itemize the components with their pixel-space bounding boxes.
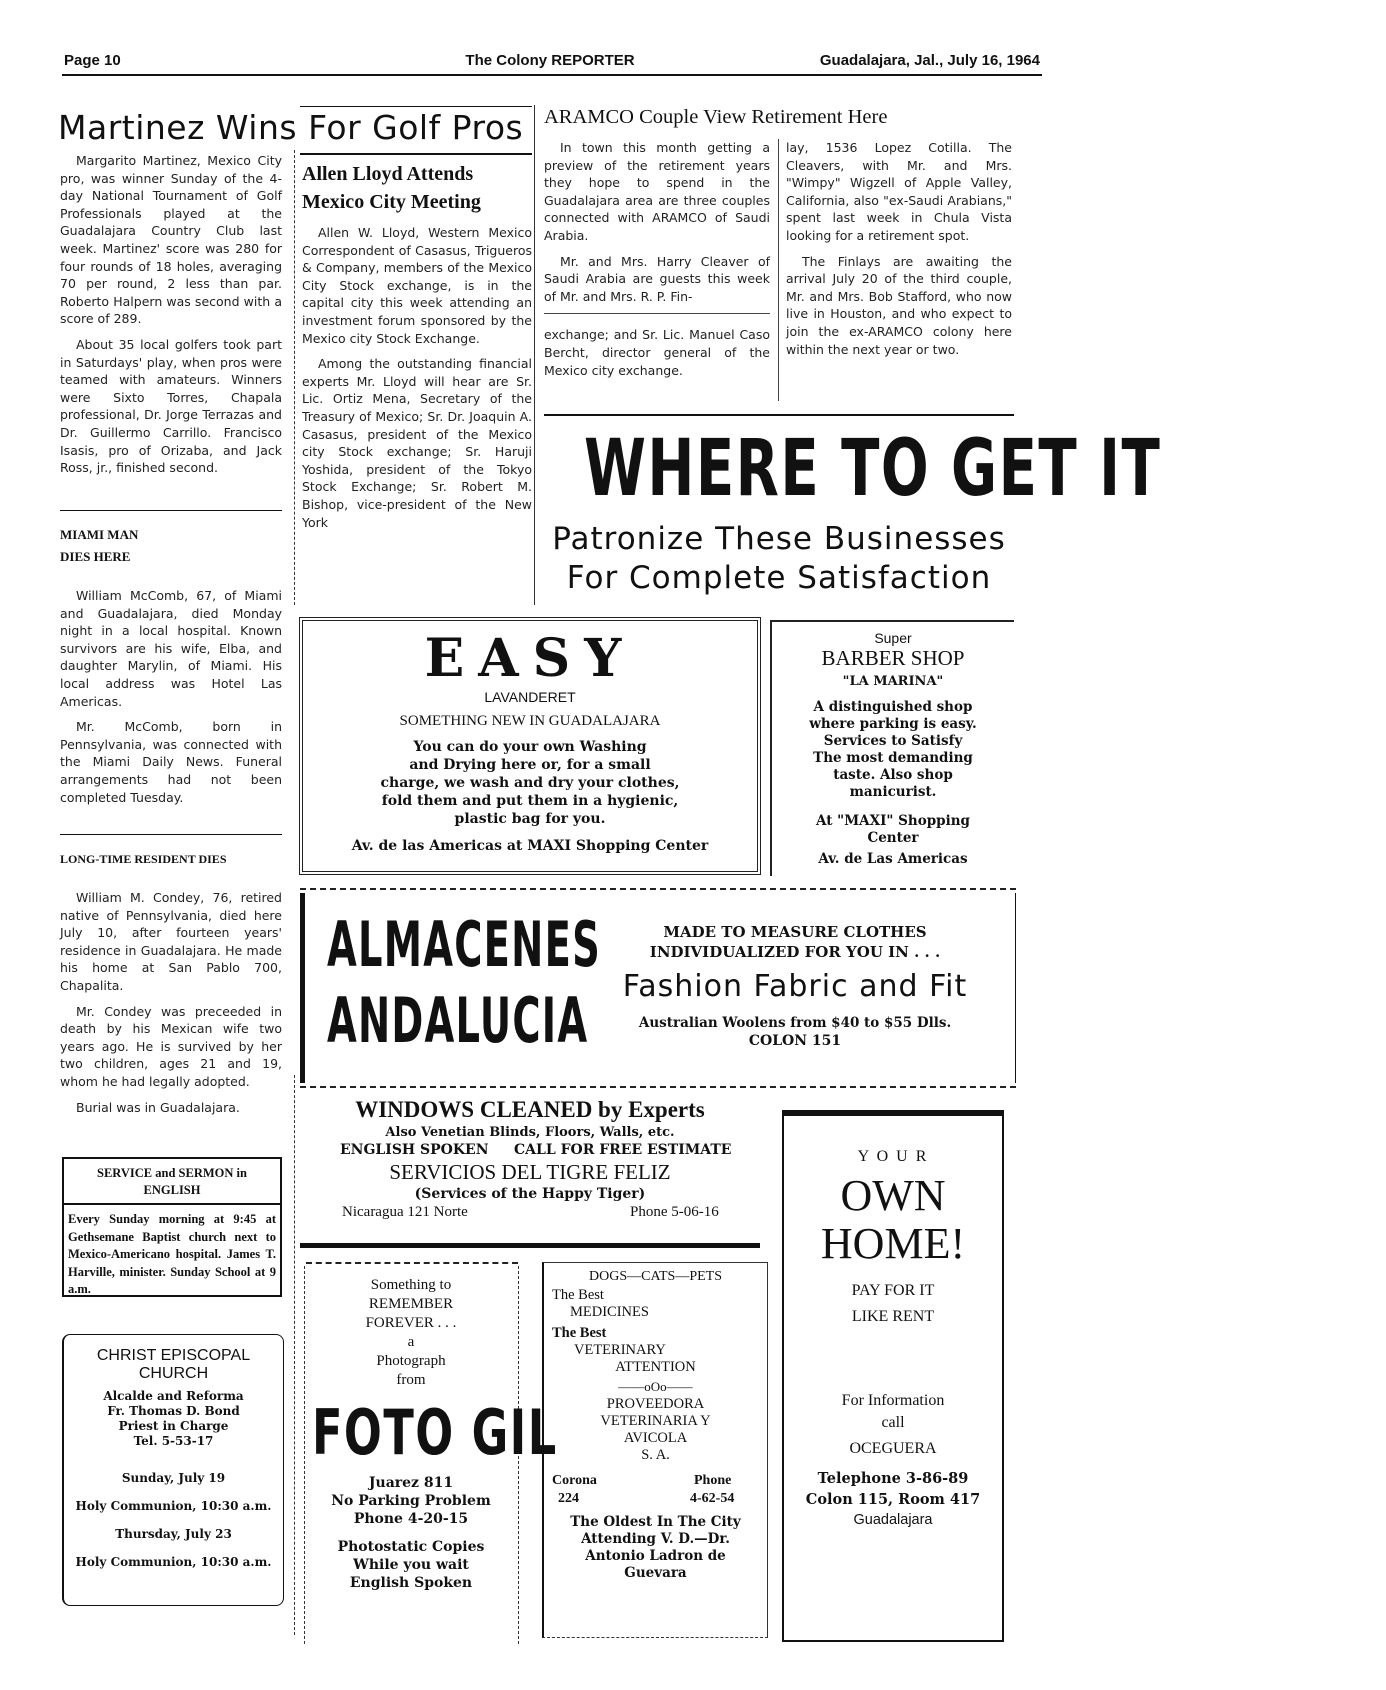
vet-line: ——oOo—— bbox=[618, 1379, 693, 1394]
vet-line: VETERINARY bbox=[574, 1342, 666, 1358]
foto-line: Photograph bbox=[376, 1353, 446, 1369]
windows-phone: Phone 5-06-16 bbox=[630, 1204, 719, 1220]
column-rule bbox=[294, 1075, 295, 1635]
home-line: LIKE RENT bbox=[851, 1308, 935, 1325]
condey-kicker: LONG-TIME RESIDENT DIES bbox=[60, 852, 227, 866]
golf-paragraph: About 35 local golfers took part in Saturdays' play, when pros were teamed with amateurs. Winners were Sixto Torres, Chapala professional, Dr. Jorge Terrazas and Dr. Guillermo Carrillo. Francisco Isasis, pro of Orizaba, and Jack Ross, jr., finished second. bbox=[60, 336, 282, 476]
vet-phone: 4-62-54 bbox=[690, 1491, 735, 1506]
vet-address: 224 bbox=[558, 1491, 579, 1506]
dateline: Guadalajara, Jal., July 16, 1964 bbox=[819, 52, 1040, 69]
easy-tagline: SOMETHING NEW IN GUADALAJARA bbox=[399, 713, 661, 729]
column-rule bbox=[534, 105, 535, 605]
barber-name: BARBER SHOP bbox=[821, 646, 965, 670]
divider bbox=[300, 888, 1016, 890]
directory-title-wrap bbox=[544, 424, 1162, 514]
windows-ad bbox=[300, 1096, 760, 1248]
church-phone: Tel. 5-53-17 bbox=[133, 1434, 214, 1448]
foto-line: Something to bbox=[370, 1277, 452, 1293]
directory-title: WHERE TO GET IT bbox=[584, 424, 1162, 514]
aramco-paragraph: exchange; and Sr. Lic. Manuel Caso Bercht, director general of the Mexico city exchange. bbox=[544, 327, 770, 378]
directory-subtitle: Patronize These Businesses bbox=[552, 521, 1006, 557]
home-name: OCEGUERA bbox=[849, 1440, 937, 1457]
home-line: PAY FOR IT bbox=[851, 1282, 935, 1299]
foto-line: No Parking Problem bbox=[331, 1493, 491, 1509]
divider bbox=[60, 834, 282, 835]
aramco-headline: ARAMCO Couple View Retirement Here bbox=[544, 106, 888, 128]
barber-line: Av. de Las Americas bbox=[818, 851, 968, 867]
almacenes-line: MADE TO MEASURE CLOTHES bbox=[663, 923, 927, 941]
home-line: call bbox=[881, 1414, 905, 1431]
vet-line: The Oldest In The City bbox=[570, 1514, 741, 1530]
golf-headline: Martinez Wins For Golf Pros bbox=[58, 108, 524, 147]
service-body: Every Sunday morning at 9:45 at Gethsemane Baptist church next to Mexico-Americano hospital. James T. Harville, minister. Sunday School at 9 a.m. bbox=[68, 1212, 276, 1296]
header-rule bbox=[62, 74, 1042, 76]
divider bbox=[60, 510, 282, 511]
almacenes-slogan: Fashion Fabric and Fit bbox=[622, 969, 968, 1004]
foto-address: Juarez 811 bbox=[368, 1475, 454, 1491]
aramco-paragraph: In town this month getting a preview of the retirement years they hope to spend in the Guadalajara area are three couples connected with ARAMCO of Saudi Arabia. bbox=[544, 140, 770, 243]
directory-subtitle: For Complete Satisfaction bbox=[566, 560, 992, 596]
home-address: Colon 115, Room 417 bbox=[805, 1491, 981, 1508]
easy-line: and Drying here or, for a small bbox=[409, 757, 651, 773]
vet-line: DOGS—CATS—PETS bbox=[588, 1269, 723, 1284]
divider bbox=[544, 313, 770, 314]
home-headline: HOME! bbox=[820, 1219, 966, 1268]
vet-line: The Best bbox=[552, 1287, 604, 1303]
aramco-paragraph: Mr. and Mrs. Harry Cleaver of Saudi Arabia are guests this week of Mr. and Mrs. R. P. Fin- bbox=[544, 253, 770, 304]
church-day: Thursday, July 23 bbox=[115, 1527, 232, 1541]
divider bbox=[306, 1262, 518, 1264]
church-priest: Fr. Thomas D. Bond bbox=[107, 1404, 240, 1418]
divider bbox=[300, 106, 532, 107]
golf-paragraph: Margarito Martinez, Mexico City pro, was winner Sunday of the 4-day National Tournament of Golf Professionals played at the Guadalajara Country Club last week. Martinez' score was 280 for four rounds of 18 holes, averaging 70 per round, 2 less than par. Roberto Halpern was second with a score of 289. bbox=[60, 153, 282, 327]
vet-phone-label: Phone bbox=[694, 1473, 732, 1488]
aramco-article-col1 bbox=[544, 139, 770, 387]
vet-contact bbox=[544, 1472, 767, 1508]
golf-article bbox=[60, 152, 282, 485]
condey-paragraph: Burial was in Guadalajara. bbox=[76, 1099, 240, 1115]
divider bbox=[300, 153, 532, 155]
aramco-article-col2 bbox=[786, 139, 1012, 366]
barber-line: manicurist. bbox=[849, 784, 937, 800]
paper-name: The Colony REPORTER bbox=[465, 52, 635, 69]
almacenes-name-wrap bbox=[327, 907, 601, 1067]
divider bbox=[300, 1086, 1016, 1088]
aramco-paragraph: lay, 1536 Lopez Cotilla. The Cleavers, with Mr. and Mrs. "Wimpy" Wigzell of Apple Valley, California, also "ex-Saudi Arabians," spent last week in Chula Vista looking for a retirement spot. bbox=[786, 140, 1012, 243]
miami-article bbox=[60, 527, 282, 814]
easy-name: LAVANDERET bbox=[484, 689, 576, 705]
barber-line: taste. Also shop bbox=[833, 767, 953, 783]
windows-address: Nicaragua 121 Norte bbox=[342, 1204, 468, 1220]
vet-name: PROVEEDORA bbox=[606, 1396, 705, 1412]
barber-line: Services to Satisfy bbox=[823, 733, 963, 749]
home-line: Y O U R bbox=[857, 1148, 929, 1165]
foto-line: REMEMBER bbox=[368, 1296, 454, 1312]
almacenes-name: ANDALUCIA bbox=[327, 984, 589, 1057]
barber-line: The most demanding bbox=[813, 750, 973, 766]
column-rule bbox=[294, 150, 295, 605]
vet-line: ATTENTION bbox=[615, 1359, 696, 1375]
windows-line: (Services of the Happy Tiger) bbox=[414, 1186, 646, 1202]
foto-name-wrap bbox=[306, 1396, 558, 1472]
condey-article bbox=[60, 852, 282, 1124]
home-city: Guadalajara bbox=[853, 1512, 933, 1528]
windows-line: Also Venetian Blinds, Floors, Walls, etc. bbox=[385, 1125, 675, 1140]
church-name: CHURCH bbox=[138, 1365, 209, 1382]
vet-address: Corona bbox=[552, 1473, 597, 1488]
windows-line: ENGLISH SPOKEN bbox=[340, 1142, 489, 1158]
aramco-paragraph: The Finlays are awaiting the arrival July 20 of the third couple, Mr. and Mrs. Bob Stafford, who now live in Houston, and who expect to join the ex-ARAMCO colony here within the next year or two. bbox=[786, 253, 1012, 357]
barber-line: At "MAXI" Shopping bbox=[816, 813, 970, 829]
home-line: For Information bbox=[841, 1392, 945, 1409]
windows-line: CALL FOR FREE ESTIMATE bbox=[514, 1142, 732, 1158]
christ-church-box bbox=[62, 1334, 284, 1606]
foto-line: Photostatic Copies bbox=[337, 1539, 485, 1555]
windows-headline: WINDOWS CLEANED by Experts bbox=[355, 1097, 705, 1122]
almacenes-ad bbox=[300, 893, 1016, 1083]
church-name: CHRIST EPISCOPAL bbox=[96, 1347, 251, 1364]
vet-ad bbox=[542, 1262, 768, 1638]
column-rule bbox=[304, 1266, 305, 1644]
vet-line: Attending V. D.—Dr. bbox=[581, 1531, 730, 1547]
barber-ad bbox=[770, 620, 1014, 876]
barber-line: where parking is easy. bbox=[809, 716, 977, 732]
windows-name: SERVICIOS DEL TIGRE FELIZ bbox=[389, 1160, 671, 1184]
foto-phone: Phone 4-20-15 bbox=[353, 1511, 469, 1527]
easy-line: You can do your own Washing bbox=[413, 739, 647, 755]
church-day: Sunday, July 19 bbox=[121, 1471, 226, 1485]
page-number: Page 10 bbox=[64, 52, 121, 69]
church-service: Holy Communion, 10:30 a.m. bbox=[75, 1555, 272, 1569]
condey-paragraph: Mr. Condey was preceeded in death by his Mexican wife two years ago. He is survived by her two children, ages 21 and 19, whom he had legally adopted. bbox=[60, 1003, 282, 1089]
column-rule bbox=[778, 139, 779, 401]
vet-line: Antonio Ladron de bbox=[585, 1548, 726, 1564]
easy-line: fold them and put them in a hygienic, bbox=[381, 793, 679, 809]
barber-line: "LA MARINA" bbox=[842, 674, 944, 689]
foto-line: English Spoken bbox=[349, 1575, 473, 1591]
condey-paragraph: William M. Condey, 76, retired native of Pennsylvania, died here July 10, after fourteen years' residence in Guadalajara. He made his home at San Pablo 700, Chapalita. bbox=[60, 890, 282, 993]
vet-name: S. A. bbox=[641, 1447, 670, 1463]
barber-line: Center bbox=[867, 830, 919, 846]
almacenes-line: INDIVIDUALIZED FOR YOU IN . . . bbox=[649, 943, 941, 961]
windows-row bbox=[300, 1141, 760, 1159]
miami-kicker: DIES HERE bbox=[60, 549, 131, 564]
service-title: SERVICE and SERMON in bbox=[97, 1166, 247, 1180]
foto-line: a bbox=[407, 1334, 415, 1350]
vet-name: AVICOLA bbox=[623, 1430, 688, 1446]
vet-line: Guevara bbox=[624, 1565, 687, 1581]
church-priest-title: Priest in Charge bbox=[118, 1419, 229, 1433]
vet-line: MEDICINES bbox=[570, 1304, 649, 1320]
windows-row bbox=[300, 1203, 760, 1221]
vet-line: The Best bbox=[552, 1325, 607, 1341]
miami-paragraph: William McComb, 67, of Miami and Guadalajara, died Monday night in a local hospital. Known survivors are his wife, Elba, and daughter Marylin, of Miami. His local address was Hotel Las Americas. bbox=[60, 588, 282, 709]
divider bbox=[64, 1203, 280, 1205]
divider bbox=[544, 414, 1014, 416]
vet-name: VETERINARIA Y bbox=[600, 1413, 711, 1429]
easy-address: Av. de las Americas at MAXI Shopping Center bbox=[351, 838, 709, 854]
lloyd-headline: Mexico City Meeting bbox=[302, 191, 481, 213]
foto-ad bbox=[306, 1276, 558, 1642]
lloyd-paragraph: Among the outstanding financial experts Mr. Lloyd will hear are Sr. Lic. Ortiz Mena, Secretary of the Treasury of Mexico; Sr. Dr. Joaquin A. Casasus, president of the Mexico city Stock exchange; Sr. Haruji Yoshida, president of the Tokyo Stock Exchange; Sr. Robert M. Bishop, vice-president of the New York bbox=[302, 356, 532, 530]
easy-ad bbox=[299, 617, 761, 875]
foto-name: FOTO GIL bbox=[312, 1396, 558, 1469]
home-ad bbox=[782, 1110, 1004, 1642]
lloyd-paragraph: Allen W. Lloyd, Western Mexico Correspondent of Casasus, Trigueros & Company, members of the Mexico City Stock exchange, is in the capital city this week attending an investment forum sponsored by the Mexico city Stock Exchange. bbox=[302, 225, 532, 346]
lloyd-article bbox=[302, 160, 532, 539]
easy-logo: EASY bbox=[424, 628, 636, 689]
home-headline: OWN bbox=[840, 1171, 946, 1220]
almacenes-name: ALMACENES bbox=[327, 908, 601, 981]
foto-line: from bbox=[396, 1372, 426, 1388]
service-box bbox=[62, 1157, 282, 1297]
service-title: ENGLISH bbox=[143, 1183, 201, 1197]
home-phone: Telephone 3-86-89 bbox=[817, 1470, 969, 1487]
barber-line: Super bbox=[874, 630, 912, 646]
church-address: Alcalde and Reforma bbox=[103, 1389, 244, 1403]
church-service: Holy Communion, 10:30 a.m. bbox=[75, 1499, 272, 1513]
easy-line: charge, we wash and dry your clothes, bbox=[380, 775, 680, 791]
lloyd-headline: Allen Lloyd Attends bbox=[302, 163, 474, 185]
almacenes-address: COLON 151 bbox=[748, 1033, 842, 1049]
foto-line: FOREVER . . . bbox=[365, 1315, 457, 1331]
easy-line: plastic bag for you. bbox=[454, 811, 606, 827]
foto-line: While you wait bbox=[353, 1557, 469, 1573]
almacenes-line: Australian Woolens from $40 to $55 Dlls. bbox=[638, 1015, 952, 1031]
barber-line: A distinguished shop bbox=[813, 699, 973, 715]
miami-kicker: MIAMI MAN bbox=[60, 527, 139, 542]
miami-paragraph: Mr. McComb, born in Pennsylvania, was connected with the Miami Daily News. Funeral arrangements had not been completed Tuesday. bbox=[60, 719, 282, 805]
